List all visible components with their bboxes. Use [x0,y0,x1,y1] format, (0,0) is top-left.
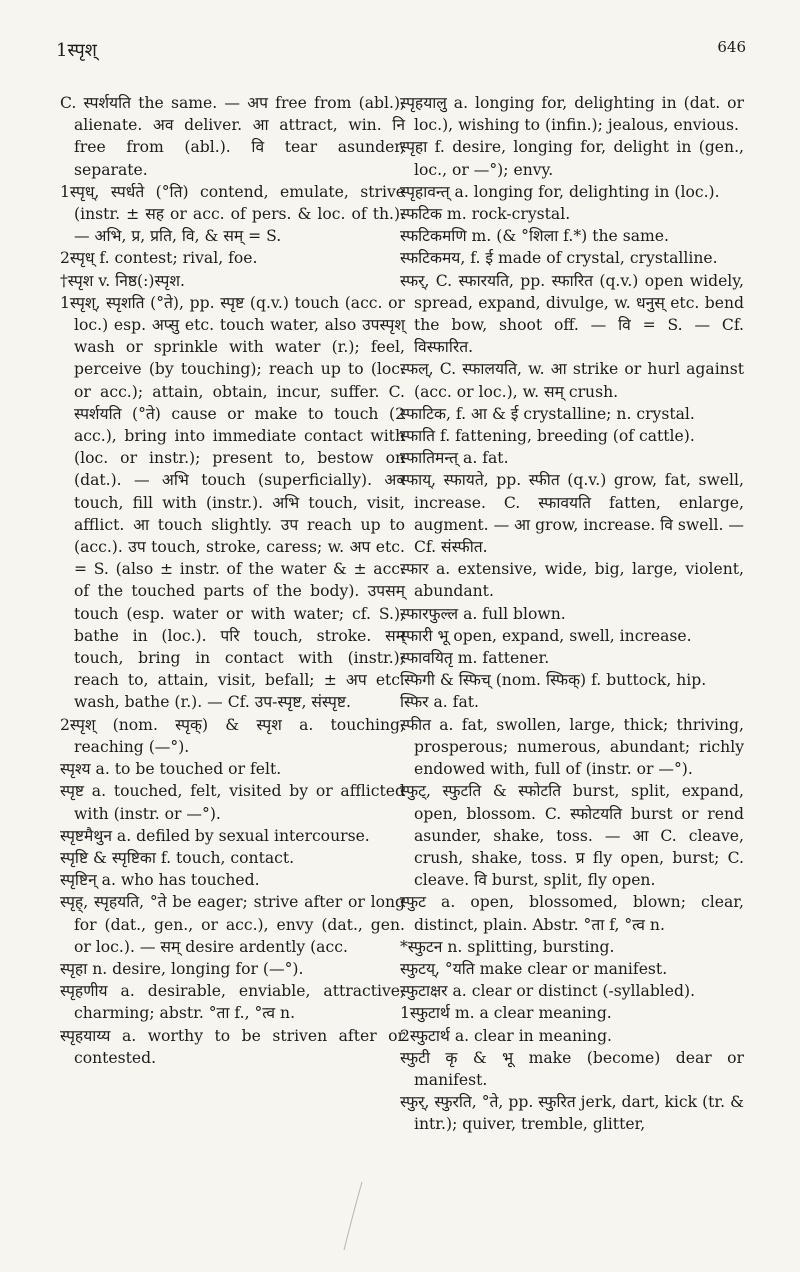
dictionary-entry: 1स्फुटार्थ m. a clear meaning. [400,1004,612,1023]
dictionary-entry: स्फुटी कृ & भू make (become) dear or manifest. [400,1048,744,1089]
dictionary-entry: स्फारफुल्ल a. full blown. [400,604,566,623]
dictionary-entry: स्पृहयालु a. longing for, delighting in (dat. or loc.), wishing to (infin.); jealous, envious. [400,94,744,135]
dictionary-entry: स्फर्, C. स्फारयति, pp. स्फारित (q.v.) open widely, spread, expand, divulge, w. धनुस् etc. bend the bow, shoot off. — वि = S. — Cf. विस्फारित. [400,271,744,357]
dictionary-entry: स्पृह्, स्पृहयति, °ते be eager; strive after or long for (dat., gen., or acc.), envy (dat., gen. or loc.). — सम् desire ardently (acc. [60,893,405,956]
dictionary-entry: 2स्पृध् f. contest; rival, foe. [60,249,258,268]
dictionary-entry: 1स्पृश्, स्पृशति (°ते), pp. स्पृष्ट (q.v.) touch (acc. or loc.) esp. अप्सु etc. touch water, also उपस्पृश् wash or sprinkle with water (r.); feel, perceive (by touching); reach up to (loc. or acc.); attain, obtain, incur, suffer. C. स्पर्शयति (°ते) cause or make to touch (2 acc.), bring into immediate contact with (loc. or instr.); present to, bestow on (dat.). — अभि touch (superficially). अव touch, fill with (instr.). अभि touch, visit, afflict. आ touch slightly. उप reach up to (acc.). उप touch, stroke, caress; w. अप etc. = S. (also ± instr. of the water & ± acc. of the touched parts of the body). उपसम् touch (esp. water or with water; cf. S.), bathe in (loc.). परि touch, stroke. सम् touch, bring in contact with (instr.); reach to, attain, visit, befall; ± अप etc. wash, bathe (r.). — Cf. उप-स्पृष्ट, संस्पृष्ट. [60,293,405,712]
dictionary-entry: 1स्पृध्, स्पर्धते (°ति) contend, emulate, strive (instr. ± सह or acc. of pers. & loc. of th.). — अभि, प्र, प्रति, वि, & सम् = S. [60,182,405,246]
dictionary-entry: स्फुर्, स्फुरति, °ते, pp. स्फुरित jerk, dart, kick (tr. & intr.); quiver, tremble, glitter, [400,1093,744,1134]
dictionary-entry: स्पृष्ट a. touched, felt, visited by or afflicted with (instr. or —°). [60,782,405,823]
dictionary-entry: स्फारी भू open, expand, swell, increase. [400,626,692,645]
dictionary-entry: स्फावयितृ m. fattener. [400,649,550,668]
dictionary-entry: स्पृश्य a. to be touched or felt. [60,760,282,779]
dictionary-entry: *स्फुटन n. splitting, bursting. [400,937,615,956]
dictionary-entry: स्फुट a. open, blossomed, blown; clear, distinct, plain. Abstr. °ता f, °त्व n. [400,893,744,934]
dictionary-entry: स्फिगी & स्फिच् (nom. स्फिक्) f. buttock, hip. [400,671,707,690]
dictionary-entry: स्फुटय्, °यति make clear or manifest. [400,959,668,978]
dictionary-entry: स्पृष्टमैथुन a. defiled by sexual intercourse. [60,826,370,845]
running-head: 1स्पृश् [56,40,97,61]
dictionary-entry: †स्पृश v. निष्ठ(:)स्पृश. [60,271,185,290]
dictionary-entry: 2स्फुटार्थ a. clear in meaning. [400,1026,613,1045]
dictionary-entry: स्फातिमन्त् a. fat. [400,449,509,468]
dictionary-entry: 2स्पृश् (nom. स्पृक्) & स्पृश a. touching, reaching (—°). [60,715,405,756]
dictionary-entry: स्फटिक m. rock-crystal. [400,205,571,224]
dictionary-entry: स्फटिकमणि m. (& °शिला f.*) the same. [400,227,669,246]
dictionary-entry: स्फीत a. fat, swollen, large, thick; thriving, prosperous; numerous, abundant; richly endowed with, full of (instr. or —°). [400,715,744,779]
dictionary-entry: स्पृहयाय्य a. worthy to be striven after or contested. [60,1026,405,1067]
dictionary-entry: स्फिर a. fat. [400,693,479,712]
dictionary-entry: C. स्पर्शयति the same. — अप free from (abl.), alienate. अव deliver. आ attract, win. नि free from (abl.). वि tear asunder, separate. [60,94,405,179]
dictionary-entry: स्फल्, C. स्फालयति, w. आ strike or hurl against (acc. or loc.), w. सम् crush. [400,360,744,401]
dictionary-entry: स्पृहा n. desire, longing for (—°). [60,959,304,978]
dictionary-entry: स्पृहणीय a. desirable, enviable, attractive, charming; abstr. °ता f., °त्व n. [60,982,405,1023]
left-column [60,92,405,1069]
dictionary-entry: स्पृष्टि & स्पृष्टिका f. touch, contact. [60,848,295,867]
pencil-mark [340,1180,368,1252]
dictionary-entry: स्फुटाक्षर a. clear or distinct (-syllabled). [400,982,696,1001]
dictionary-entry: स्फुट्, स्फुटति & स्फोटति burst, split, expand, open, blossom. C. स्फोटयति burst or rend asunder, shake, toss. — आ C. cleave, crush, shake, toss. प्र fly open, burst; C. cleave. वि burst, split, fly open. [400,782,744,890]
dictionary-entry: स्पृहावन्त् a. longing for, delighting in (loc.). [400,182,720,201]
right-column [400,92,744,1136]
page-number: 646 [717,38,746,56]
dictionary-entry: स्फार a. extensive, wide, big, large, violent, abundant. [400,560,744,601]
dictionary-entry: स्पृहा f. desire, longing for, delight in (gen., loc., or —°); envy. [400,138,744,179]
dictionary-entry: स्पृष्टिन् a. who has touched. [60,871,260,890]
dictionary-entry: स्फटिकमय, f. ई made of crystal, crystalline. [400,249,718,268]
dictionary-entry: स्फाय्, स्फायते, pp. स्फीत (q.v.) grow, fat, swell, increase. C. स्फावयति fatten, enlarge, augment. — आ grow, increase. वि swell. — Cf. संस्फीत. [400,471,744,557]
dictionary-entry: स्फाटिक, f. आ & ई crystalline; n. crystal. [400,404,695,423]
dictionary-entry: स्फाति f. fattening, breeding (of cattle). [400,427,695,446]
